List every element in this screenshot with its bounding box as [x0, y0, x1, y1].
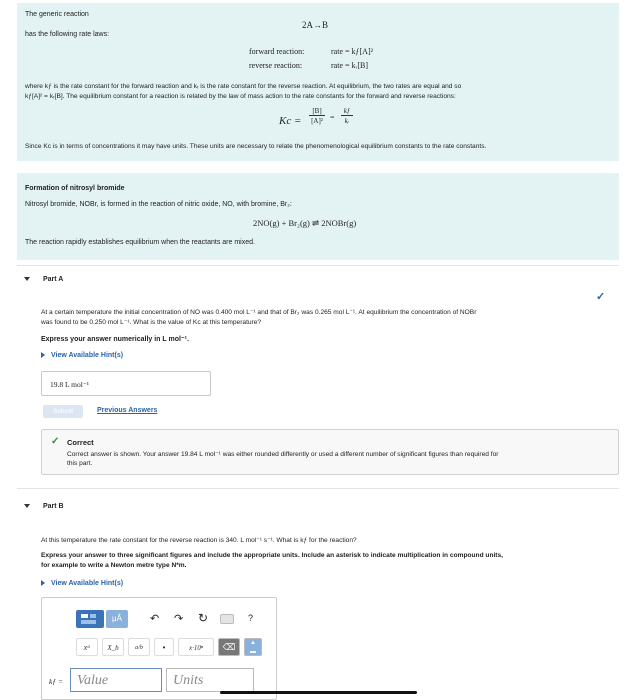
part-a-answer-value: 19.8 L mol⁻¹: [50, 380, 90, 389]
part-b-instruction-2: for example to write a Newton metre type N*m.: [41, 562, 187, 569]
units-button[interactable]: μÅ: [106, 610, 128, 628]
part-b-question: At this temperature the rate constant for the reverse reaction is 340. L mol⁻¹ s⁻¹. What is kƒ for the reaction?: [41, 537, 357, 544]
superscript-button[interactable]: xᵃ: [76, 638, 98, 656]
value-input[interactable]: Value: [70, 668, 162, 692]
kc-denominator-2: kᵣ: [344, 117, 350, 125]
previous-answers-link[interactable]: Previous Answers: [97, 407, 158, 414]
forward-label: forward reaction:: [249, 47, 305, 56]
formation-title: Formation of nitrosyl bromide: [25, 185, 125, 192]
subscript-button[interactable]: X_b: [102, 638, 124, 656]
part-a-answer-field[interactable]: [41, 371, 211, 396]
intro-panel: [17, 3, 619, 161]
multiply-dot-button[interactable]: •: [154, 638, 174, 656]
check-icon: ✓: [51, 436, 60, 447]
reverse-label: reverse reaction:: [249, 61, 303, 70]
part-b-hint-link[interactable]: View Available Hint(s): [50, 580, 124, 587]
part-a-question-1: At a certain temperature the initial concentration of NO was 0.400 mol L⁻¹ and that of Br₂ was 0.265 mol L⁻¹. At equilibrium the concentration of NOBr: [41, 309, 477, 316]
chevron-down-icon: [24, 504, 30, 508]
part-b-instruction-1: Express your answer to three significant figures and include the appropriate units. Include an asterisk to indicate multiplication in compound units,: [41, 552, 504, 559]
divider-top: [17, 265, 619, 266]
formation-line-1: Nitrosyl bromide, NOBr, is formed in the reaction of nitric oxide, NO, with bromine, Br₂:: [25, 201, 292, 208]
horizontal-scrollbar[interactable]: [220, 691, 417, 694]
part-a-instruction: Express your answer numerically in L mol⁻¹.: [41, 336, 189, 343]
part-a-hint-link[interactable]: View Available Hint(s): [50, 352, 124, 359]
keyboard-icon[interactable]: [220, 614, 234, 624]
part-a-title[interactable]: Part A: [43, 276, 64, 283]
formation-equation: 2NO(g) + Br₂(g) ⇌ 2NOBr(g): [253, 218, 357, 228]
templates-button[interactable]: [76, 610, 104, 628]
part-a-submit-button[interactable]: Submit: [43, 405, 83, 418]
part-a-hints[interactable]: [41, 352, 123, 359]
scientific-notation-button[interactable]: x·10ⁿ: [178, 638, 214, 656]
kf-label: kƒ =: [49, 677, 64, 686]
kc-numerator-1: [B]: [309, 107, 325, 116]
intro-paragraph-1b: kƒ[A]² = kᵣ[B]. The equilibrium constant for a reaction is related by the law of mass action to the rate constants for the forward and reverse reactions:: [25, 93, 456, 100]
forward-rate: rate = kƒ[A]²: [331, 47, 374, 56]
caret-right-icon: [41, 352, 45, 358]
units-input[interactable]: Units: [166, 668, 254, 692]
fraction-button[interactable]: a/b: [128, 638, 150, 656]
chevron-down-icon: [24, 277, 30, 281]
intro-paragraph-1a: where kƒ is the rate constant for the forward reaction and kᵣ is the rate constant for the reverse reaction. At equilibrium, the two rates are equal and so: [25, 83, 462, 90]
correct-text-1: Correct answer is shown. Your answer 19.84 L mol⁻¹ was either rounded differently or used a different number of significant figures than required for: [67, 451, 499, 458]
undo-icon[interactable]: ↶: [150, 613, 160, 625]
delete-icon[interactable]: ⌫: [218, 638, 240, 656]
formation-line-2: The reaction rapidly establishes equilibrium when the reactants are mixed.: [25, 239, 255, 246]
part-b-hints[interactable]: [41, 580, 123, 587]
intro-line-1: The generic reaction: [25, 11, 89, 18]
correct-text-2: this part.: [67, 460, 93, 467]
reverse-rate: rate = kᵣ[B]: [331, 61, 368, 70]
divider-mid: [17, 488, 619, 489]
help-icon[interactable]: ?: [248, 613, 254, 623]
part-a-question-2: was found to be 0.250 mol L⁻¹. What is the value of Kc at this temperature?: [41, 319, 262, 326]
intro-paragraph-2: Since Kc is in terms of concentrations it may have units. These units are necessary to relate the phenomenological equilibrium constants to the rate constants.: [25, 143, 487, 150]
intro-line-2: has the following rate laws:: [25, 31, 110, 38]
part-b-toggle[interactable]: [24, 503, 30, 510]
kc-denominator-1: [A]²: [311, 117, 323, 125]
formation-panel: [17, 173, 619, 260]
answer-editor: [41, 597, 277, 700]
kc-equals: =: [330, 113, 335, 122]
part-a-toggle[interactable]: [24, 276, 30, 283]
correct-feedback-box: [41, 429, 619, 475]
caret-right-icon: [41, 580, 45, 586]
part-b-title[interactable]: Part B: [43, 503, 64, 510]
kc-lhs: Kc =: [279, 115, 302, 127]
correct-title: Correct: [67, 438, 94, 447]
keyboard-toggle-icon[interactable]: ▲ ▬: [244, 638, 262, 656]
part-a-complete-icon: ✓: [596, 291, 606, 303]
reset-icon[interactable]: ↻: [198, 611, 209, 625]
kc-numerator-2: kƒ: [341, 107, 353, 116]
generic-reaction: 2A→B: [302, 20, 329, 30]
redo-icon[interactable]: ↷: [174, 613, 184, 625]
